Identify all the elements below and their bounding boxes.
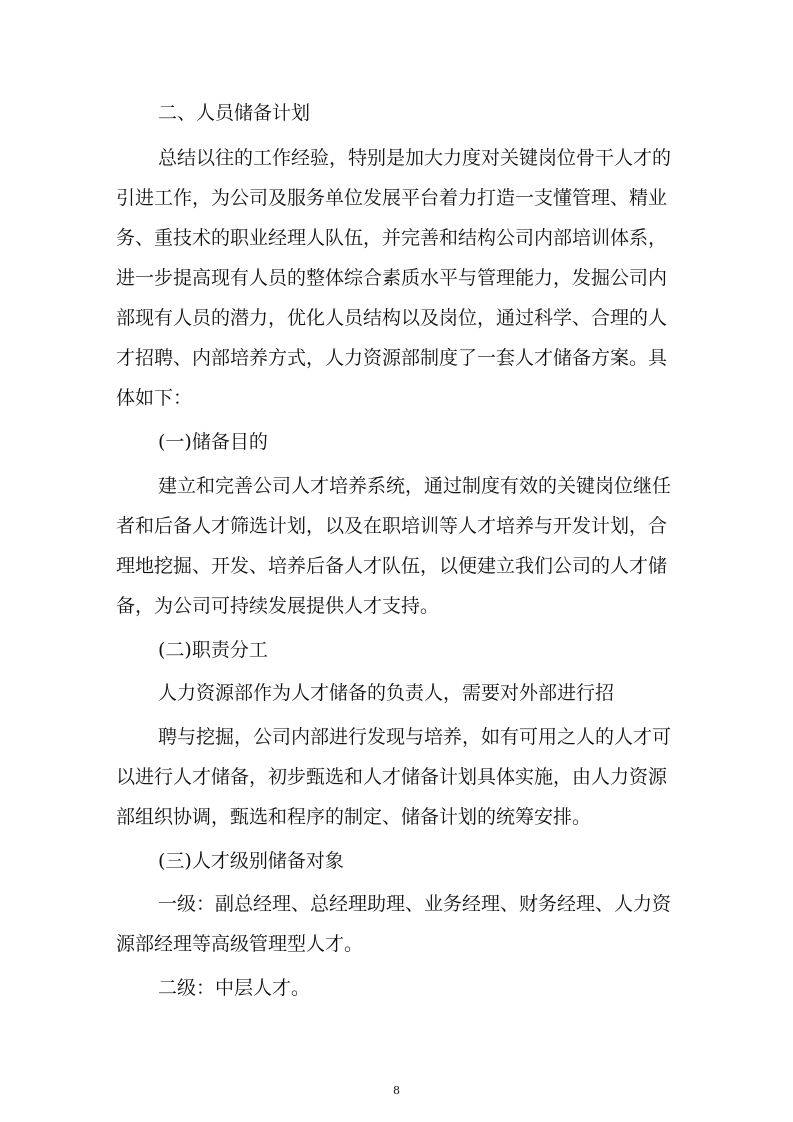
paragraph-line: 人力资源部作为人才储备的负责人，需要对外部进行招 [158,682,615,704]
paragraph-line: 部组织协调，甄选和程序的制定、储备计划的统筹安排。 [116,806,592,828]
paragraph-line: 务、重技术的职业经理人队伍，并完善和结构公司内部培训体系， [116,227,668,249]
paragraph-line: 备，为公司可持续发展提供人才支持。 [116,595,440,617]
section-heading: 二、人员储备计划 [158,102,311,124]
paragraph-line: 总结以往的工作经验，特别是加大力度对关键岗位骨干人才的 [158,147,672,169]
subheading: (一)储备目的 [158,431,268,453]
paragraph-line: 聘与挖掘，公司内部进行发现与培养，如有可用之人的人才可 [158,726,672,748]
paragraph-line: 者和后备人才筛选计划，以及在职培训等人才培养与开发计划，合 [116,515,668,537]
paragraph-line: 进一步提高现有人员的整体综合素质水平与管理能力，发掘公司内 [116,267,668,289]
paragraph-line: 以进行人才储备，初步甄选和人才储备计划具体实施，由人力资源 [116,766,668,788]
page-number: 8 [393,1084,400,1097]
paragraph-line: 源部经理等高级管理型人才。 [116,933,364,955]
paragraph-line: 部现有人员的潜力，优化人员结构以及岗位，通过科学、合理的人 [116,307,668,329]
paragraph-line: 理地挖掘、开发、培养后备人才队伍，以便建立我们公司的人才储 [116,555,668,577]
paragraph-line: 二级：中层人才。 [158,977,311,999]
subheading: (三)人才级别储备对象 [158,850,344,872]
paragraph-line: 才招聘、内部培养方式，人力资源部制度了一套人才储备方案。具 [116,347,668,369]
paragraph-line: 体如下： [116,387,193,409]
paragraph-line: 引进工作，为公司及服务单位发展平台着力打造一支懂管理、精业 [116,187,668,209]
subheading: (二)职责分工 [158,639,268,661]
paragraph-line: 建立和完善公司人才培养系统，通过制度有效的关键岗位继任 [158,475,672,497]
paragraph-line: 一级：副总经理、总经理助理、业务经理、财务经理、人力资 [158,893,672,915]
